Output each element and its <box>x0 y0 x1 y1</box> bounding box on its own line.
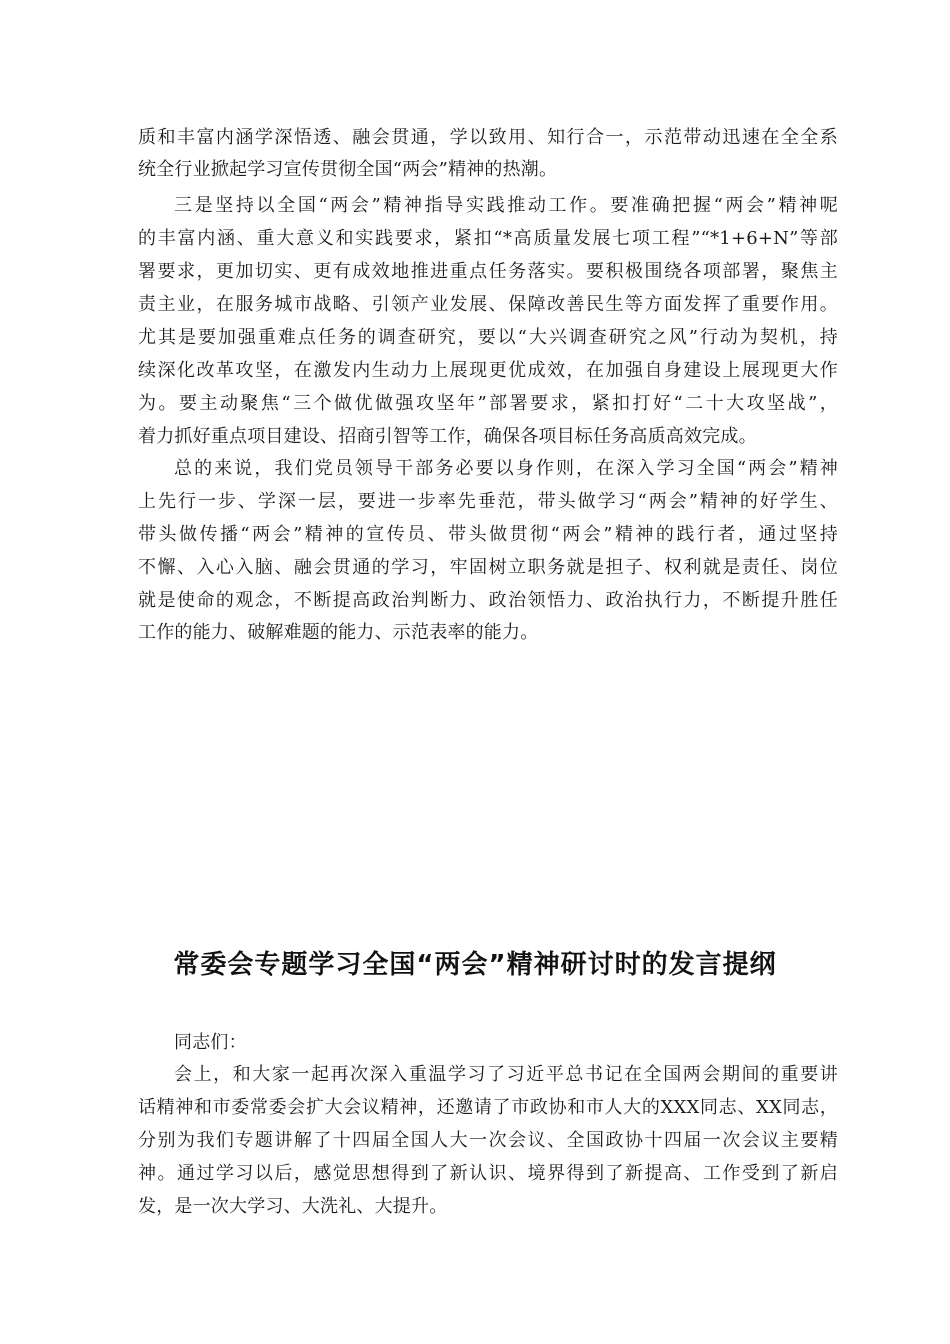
text-line: 就是使命的观念，不断提高政治判断力、政治领悟力、政治执行力，不断提升胜任 <box>138 590 838 611</box>
text-line: 三是坚持以全国“两会”精神指导实践推动工作。要准确把握“两会”精神呢 <box>174 195 838 216</box>
text-line: 总的来说，我们党员领导干部务必要以身作则，在深入学习全国“两会”精神 <box>174 458 838 479</box>
text-line: 续深化改革攻坚，在激发内生动力上展现更优成效，在加强自身建设上展现更大作 <box>138 360 838 381</box>
text-line: 分别为我们专题讲解了十四届全国人大一次会议、全国政协十四届一次会议主要精 <box>138 1130 838 1151</box>
text-line: 带头做传播“两会”精神的宣传员、带头做贯彻“两会”精神的践行者，通过坚持 <box>138 524 838 545</box>
text-line: 神。通过学习以后，感觉思想得到了新认识、境界得到了新提高、工作受到了新启 <box>138 1163 838 1184</box>
text-line: 上先行一步、学深一层，要进一步率先垂范，带头做学习“两会”精神的好学生、 <box>138 491 838 512</box>
text-line: 着力抓好重点项目建设、招商引智等工作，确保各项目标任务高质高效完成。 <box>138 426 757 447</box>
text-line: 为。要主动聚焦“三个做优做强攻坚年”部署要求，紧扣打好“二十大攻坚战”， <box>138 393 838 414</box>
text-line: 尤其是要加强重难点任务的调查研究，要以“大兴调查研究之风”行动为契机，持 <box>138 327 838 348</box>
text-line: 会上，和大家一起再次深入重温学习了习近平总书记在全国两会期间的重要讲 <box>174 1064 838 1085</box>
text-line: 质和丰富内涵学深悟透、融会贯通，学以致用、知行合一，示范带动迅速在全全系 <box>138 127 838 148</box>
text-line: 统全行业掀起学习宣传贯彻全国“两会”精神的热潮。 <box>138 159 558 180</box>
salutation: 同志们： <box>174 1032 247 1053</box>
text-line: 署要求，更加切实、更有成效地推进重点任务落实。要积极围绕各项部署，聚焦主 <box>138 261 838 282</box>
text-line: 工作的能力、破解难题的能力、示范表率的能力。 <box>138 622 539 643</box>
text-line: 的丰富内涵、重大意义和实践要求，紧扣“*高质量发展七项工程”“*1+6+N”等部 <box>138 228 838 249</box>
text-line: 不懈、入心入脑、融会贯通的学习，牢固树立职务就是担子、权利就是责任、岗位 <box>138 557 838 578</box>
section-title: 常委会专题学习全国“两会”精神研讨时的发言提纲 <box>173 950 777 980</box>
text-line: 发，是一次大学习、大洗礼、大提升。 <box>138 1196 448 1217</box>
text-line: 责主业，在服务城市战略、引领产业发展、保障改善民生等方面发挥了重要作用。 <box>138 294 838 315</box>
text-line: 话精神和市委常委会扩大会议精神，还邀请了市政协和市人大的XXX同志、XX同志， <box>138 1097 838 1118</box>
